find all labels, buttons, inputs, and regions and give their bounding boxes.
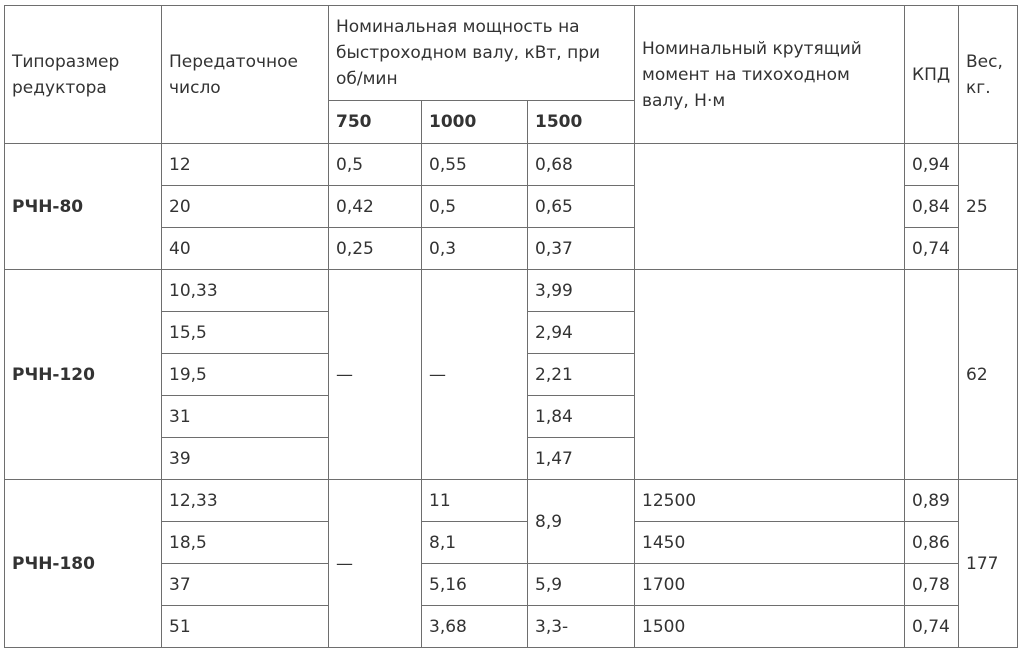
- power-1500-cell: 3,3-: [528, 606, 635, 648]
- model-name: РЧН-180: [5, 480, 162, 648]
- ratio-cell: 12: [162, 144, 329, 186]
- efficiency-cell: 0,78: [905, 564, 959, 606]
- model-name: РЧН-80: [5, 144, 162, 270]
- efficiency-cell: 0,84: [905, 186, 959, 228]
- power-1000-cell: 0,55: [422, 144, 528, 186]
- model-name: РЧН-120: [5, 270, 162, 480]
- header-rpm-750: 750: [329, 101, 422, 144]
- power-1500-cell: 2,21: [528, 354, 635, 396]
- power-1500-cell: 5,9: [528, 564, 635, 606]
- torque-cell: [635, 144, 905, 270]
- header-power: Номинальная мощность на быстроходном валу, кВт, при об/мин: [329, 6, 635, 101]
- power-750-cell: 0,42: [329, 186, 422, 228]
- torque-cell: 12500: [635, 480, 905, 522]
- power-1500-cell: 0,68: [528, 144, 635, 186]
- spec-table: [4, 5, 1018, 648]
- power-750-cell: 0,25: [329, 228, 422, 270]
- ratio-cell: 31: [162, 396, 329, 438]
- ratio-cell: 51: [162, 606, 329, 648]
- efficiency-cell: 0,86: [905, 522, 959, 564]
- ratio-cell: 15,5: [162, 312, 329, 354]
- power-1500-cell: 1,84: [528, 396, 635, 438]
- table-row: [5, 144, 1018, 186]
- power-1500-cell: 3,99: [528, 270, 635, 312]
- power-750-cell: 0,5: [329, 144, 422, 186]
- efficiency-cell: [905, 270, 959, 480]
- power-750-cell: —: [329, 270, 422, 480]
- efficiency-cell: 0,74: [905, 606, 959, 648]
- torque-cell: 1700: [635, 564, 905, 606]
- weight-cell: 62: [959, 270, 1018, 480]
- power-1500-cell: 0,65: [528, 186, 635, 228]
- power-1500-cell: 2,94: [528, 312, 635, 354]
- power-1000-cell: 0,3: [422, 228, 528, 270]
- efficiency-cell: 0,94: [905, 144, 959, 186]
- power-1000-cell: 0,5: [422, 186, 528, 228]
- efficiency-cell: 0,74: [905, 228, 959, 270]
- header-rpm-1000: 1000: [422, 101, 528, 144]
- header-efficiency: КПД: [905, 6, 959, 144]
- power-1000-cell: 5,16: [422, 564, 528, 606]
- ratio-cell: 40: [162, 228, 329, 270]
- ratio-cell: 19,5: [162, 354, 329, 396]
- power-1500-cell: 0,37: [528, 228, 635, 270]
- torque-cell: [635, 270, 905, 480]
- power-1000-cell: —: [422, 270, 528, 480]
- weight-cell: 177: [959, 480, 1018, 648]
- table-row: [5, 480, 1018, 522]
- ratio-cell: 37: [162, 564, 329, 606]
- table-row: [5, 270, 1018, 312]
- torque-cell: 1500: [635, 606, 905, 648]
- header-size: Типоразмер редуктора: [5, 6, 162, 144]
- ratio-cell: 10,33: [162, 270, 329, 312]
- header-torque: Номинальный крутящий момент на тихоходном валу, Н·м: [635, 6, 905, 144]
- header-weight: Вес, кг.: [959, 6, 1018, 144]
- ratio-cell: 18,5: [162, 522, 329, 564]
- power-1000-cell: 11: [422, 480, 528, 522]
- power-1500-cell: 1,47: [528, 438, 635, 480]
- torque-cell: 1450: [635, 522, 905, 564]
- efficiency-cell: 0,89: [905, 480, 959, 522]
- header-ratio: Передаточное число: [162, 6, 329, 144]
- power-750-cell: —: [329, 480, 422, 648]
- ratio-cell: 12,33: [162, 480, 329, 522]
- weight-cell: 25: [959, 144, 1018, 270]
- power-1500-cell: 8,9: [528, 480, 635, 564]
- ratio-cell: 39: [162, 438, 329, 480]
- power-1000-cell: 8,1: [422, 522, 528, 564]
- header-rpm-1500: 1500: [528, 101, 635, 144]
- ratio-cell: 20: [162, 186, 329, 228]
- power-1000-cell: 3,68: [422, 606, 528, 648]
